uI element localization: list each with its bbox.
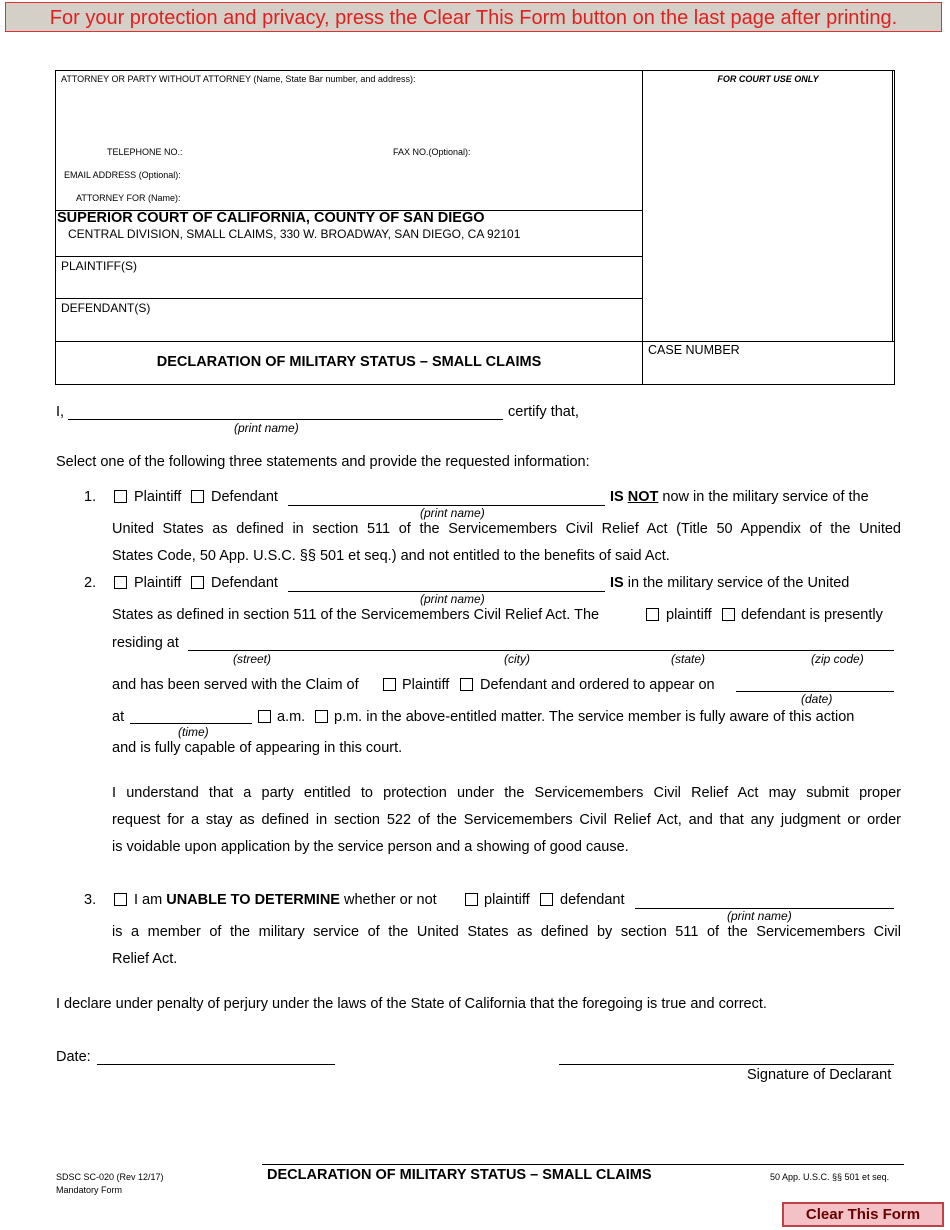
item2-understand-line3: is voidable upon application by the service person and a showing of good cause. bbox=[112, 839, 629, 855]
divider-plaintiff bbox=[55, 256, 643, 257]
email-label: EMAIL ADDRESS (Optional): bbox=[64, 170, 181, 180]
item2-state-input[interactable] bbox=[660, 633, 724, 652]
plaintiff-input[interactable] bbox=[60, 276, 639, 296]
item3-statement bbox=[134, 892, 437, 908]
item2-am-label: a.m. bbox=[277, 709, 306, 725]
fax-label: FAX NO.(Optional): bbox=[393, 147, 471, 157]
footer-form-id: SDSC SC-020 (Rev 12/17) bbox=[56, 1172, 164, 1182]
item2-at-label: at bbox=[112, 709, 125, 725]
item2-zip-caption: (zip code) bbox=[811, 652, 864, 666]
declarant-name-input[interactable] bbox=[70, 402, 504, 421]
attorney-for-label: ATTORNEY FOR (Name): bbox=[76, 193, 181, 203]
item1-number: 1. bbox=[84, 489, 97, 505]
item2-date-input[interactable] bbox=[738, 674, 896, 693]
fax-input[interactable] bbox=[478, 142, 642, 162]
item3-name-input[interactable] bbox=[637, 891, 896, 910]
item3-unable-checkbox[interactable] bbox=[114, 893, 127, 906]
case-number-input[interactable] bbox=[648, 360, 892, 382]
item2-rest: in the military service of the United bbox=[627, 575, 850, 591]
item1-defendant-label: Defendant bbox=[211, 489, 278, 505]
item3-print-name-caption: (print name) bbox=[727, 909, 792, 923]
item3-line3: Relief Act. bbox=[112, 951, 178, 967]
item2-claim-plaintiff-label: Plaintiff bbox=[402, 677, 450, 693]
item3-plaintiff-checkbox[interactable] bbox=[465, 893, 478, 906]
intro-certify: certify that, bbox=[508, 404, 579, 420]
item2-street-caption: (street) bbox=[233, 652, 272, 666]
court-division: CENTRAL DIVISION, SMALL CLAIMS, 330 W. BROADWAY, SAN DIEGO, CA 92101 bbox=[68, 227, 521, 241]
item2-zip-input[interactable] bbox=[790, 633, 894, 652]
item2-understand-line2: request for a stay as defined in section 522 of the Servicemembers Civil Relief Act, and that any judgment or order bbox=[112, 812, 901, 828]
item2-street-input[interactable] bbox=[190, 633, 494, 652]
court-use-right-border bbox=[892, 70, 893, 341]
item2-residing-label: residing at bbox=[112, 635, 179, 651]
item2-number: 2. bbox=[84, 575, 97, 591]
item2-line2b: defendant is presently bbox=[741, 607, 883, 623]
item1-plaintiff-label: Plaintiff bbox=[134, 489, 182, 505]
intro-print-name-caption: (print name) bbox=[234, 421, 299, 435]
item1-line2: United States as defined in section 511 of the Servicemembers Civil Relief Act (Title 50 Appendix of the United bbox=[112, 521, 901, 537]
item1-rest: now in the military service of the bbox=[662, 489, 869, 505]
footer-title: DECLARATION OF MILITARY STATUS – SMALL CLAIMS bbox=[267, 1167, 652, 1183]
date-label: Date: bbox=[56, 1049, 91, 1065]
privacy-banner: For your protection and privacy, press the Clear This Form button on the last page after printing. bbox=[5, 2, 942, 32]
item1-defendant-checkbox[interactable] bbox=[191, 490, 204, 503]
divider-defendant bbox=[55, 298, 643, 299]
footer-statute: 50 App. U.S.C. §§ 501 et seq. bbox=[770, 1172, 890, 1182]
select-instruction: Select one of the following three statements and provide the requested information: bbox=[56, 454, 590, 470]
item2-is: IS bbox=[610, 575, 624, 591]
item3-defendant-label: defendant bbox=[560, 892, 625, 908]
signature-label: Signature of Declarant bbox=[747, 1067, 892, 1083]
item1-plaintiff-checkbox[interactable] bbox=[114, 490, 127, 503]
item2-defendant-label: Defendant bbox=[211, 575, 278, 591]
item3-defendant-checkbox[interactable] bbox=[540, 893, 553, 906]
divider-title bbox=[55, 341, 895, 342]
item2-print-name-caption: (print name) bbox=[420, 592, 485, 606]
item2-presently-plaintiff-checkbox[interactable] bbox=[646, 608, 659, 621]
item2-status bbox=[610, 575, 849, 591]
item3-line2: is a member of the military service of the United States as defined by section 511 of the Servicemembers Civil bbox=[112, 924, 901, 940]
court-name: SUPERIOR COURT OF CALIFORNIA, COUNTY OF SAN DIEGO bbox=[57, 210, 485, 226]
telephone-input[interactable] bbox=[190, 142, 384, 162]
item3-i-am: I am bbox=[134, 892, 163, 908]
defendant-input[interactable] bbox=[60, 318, 639, 338]
item2-state-caption: (state) bbox=[671, 652, 706, 666]
caption-divider-vertical bbox=[642, 70, 643, 385]
item2-defendant-checkbox[interactable] bbox=[191, 576, 204, 589]
item1-print-name-caption: (print name) bbox=[420, 506, 485, 520]
item1-status bbox=[610, 489, 869, 505]
item3-plaintiff-label: plaintiff bbox=[484, 892, 530, 908]
email-input[interactable] bbox=[190, 165, 639, 185]
item2-line2a: States as defined in section 511 of the Servicemembers Civil Relief Act. The bbox=[112, 607, 600, 623]
defendant-label: DEFENDANT(S) bbox=[61, 301, 151, 315]
item2-name-input[interactable] bbox=[290, 574, 606, 593]
item1-name-input[interactable] bbox=[290, 488, 606, 507]
signature-line bbox=[559, 1064, 894, 1065]
item3-number: 3. bbox=[84, 892, 97, 908]
form-title: DECLARATION OF MILITARY STATUS – SMALL CLAIMS bbox=[156, 354, 542, 370]
item1-is: IS bbox=[610, 489, 624, 505]
signature-date-input[interactable] bbox=[99, 1047, 337, 1066]
item2-capable: and is fully capable of appearing in this court. bbox=[112, 740, 403, 756]
item2-claim-defendant-label: Defendant and ordered to appear on bbox=[480, 677, 715, 693]
item2-city-caption: (city) bbox=[504, 652, 530, 666]
footer-mandatory: Mandatory Form bbox=[56, 1185, 123, 1195]
perjury-declaration: I declare under penalty of perjury under the laws of the State of California that the foregoing is true and correct. bbox=[56, 996, 767, 1012]
item2-claim-plaintiff-checkbox[interactable] bbox=[383, 678, 396, 691]
attorney-input[interactable] bbox=[60, 88, 639, 140]
item2-plaintiff-label: Plaintiff bbox=[134, 575, 182, 591]
item2-time-caption: (time) bbox=[178, 725, 209, 739]
item2-understand-line1: I understand that a party entitled to protection under the Servicemembers Civil Relief Act may submit proper bbox=[112, 785, 901, 801]
item2-presently-plaintiff-label: plaintiff bbox=[666, 607, 712, 623]
item2-date-caption: (date) bbox=[801, 692, 833, 706]
attorney-for-input[interactable] bbox=[190, 188, 639, 208]
item2-pm-checkbox[interactable] bbox=[315, 710, 328, 723]
item1-line3: States Code, 50 App. U.S.C. §§ 501 et seq.) and not entitled to the benefits of said Act. bbox=[112, 548, 670, 564]
item2-time-input[interactable] bbox=[132, 706, 254, 725]
item2-am-checkbox[interactable] bbox=[258, 710, 271, 723]
item2-served-label: and has been served with the Claim of bbox=[112, 677, 359, 693]
footer-rule bbox=[262, 1164, 904, 1165]
item3-unable: UNABLE TO DETERMINE bbox=[166, 892, 340, 908]
intro-i: I, bbox=[56, 404, 65, 420]
attorney-label: ATTORNEY OR PARTY WITHOUT ATTORNEY (Name, State Bar number, and address): bbox=[61, 74, 416, 84]
plaintiff-label: PLAINTIFF(S) bbox=[61, 259, 138, 273]
court-use-label: FOR COURT USE ONLY bbox=[717, 74, 819, 84]
item2-plaintiff-checkbox[interactable] bbox=[114, 576, 127, 589]
item3-whether: whether or not bbox=[344, 892, 437, 908]
clear-form-button[interactable]: Clear This Form bbox=[782, 1202, 944, 1227]
item1-not: NOT bbox=[627, 489, 659, 505]
item2-claim-defendant-checkbox[interactable] bbox=[460, 678, 473, 691]
item2-city-input[interactable] bbox=[495, 633, 659, 652]
telephone-label: TELEPHONE NO.: bbox=[107, 147, 183, 157]
item2-pm-label: p.m. in the above-entitled matter. The service member is fully aware of this action bbox=[334, 709, 855, 725]
item2-presently-defendant-checkbox[interactable] bbox=[722, 608, 735, 621]
case-number-label: CASE NUMBER bbox=[648, 343, 740, 357]
